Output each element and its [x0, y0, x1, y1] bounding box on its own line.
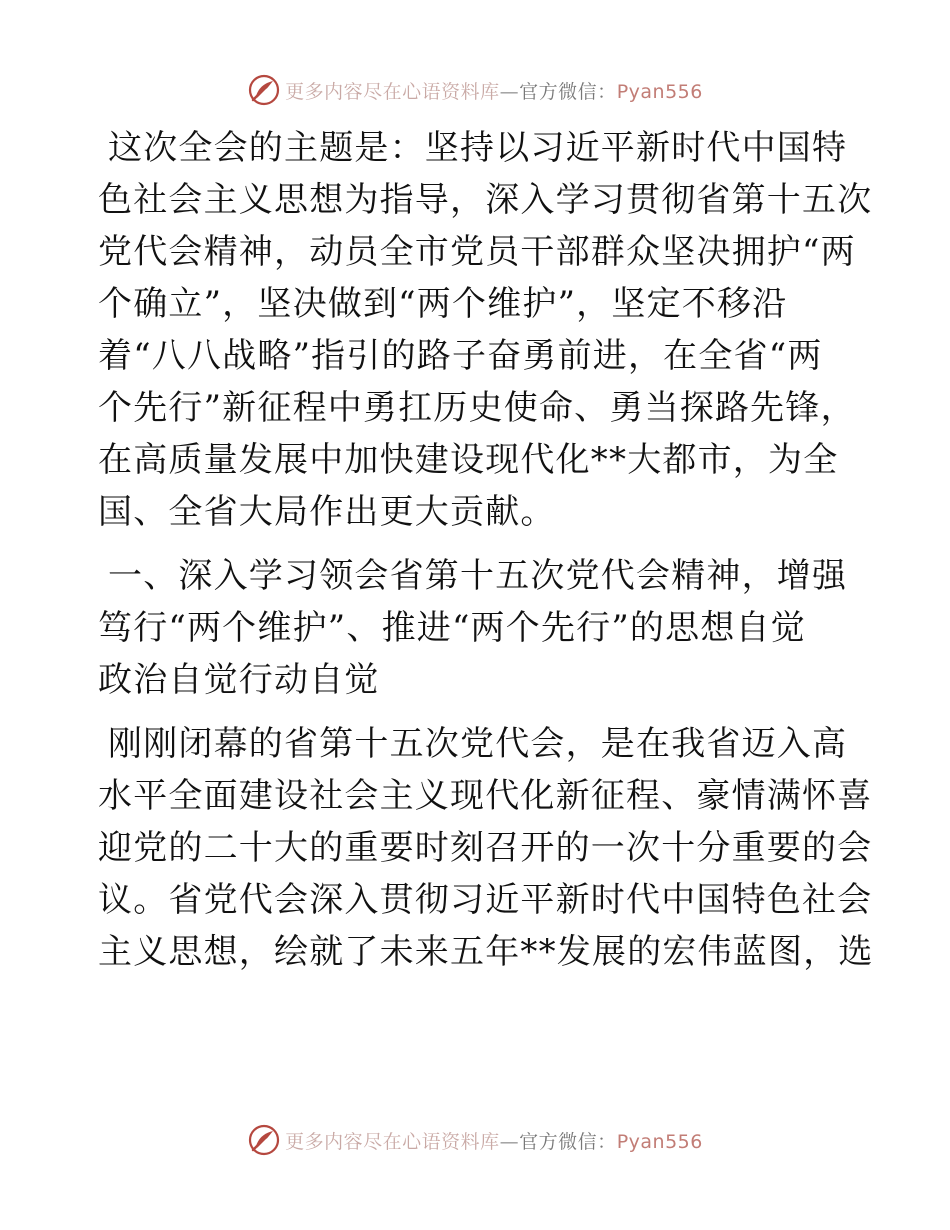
text-line: 在高质量发展中加快建设现代化**大都市，为全 — [98, 440, 839, 480]
watermark-wechat-label: 官方微信： — [519, 1130, 617, 1153]
text-line: 一、深入学习领会省第十五次党代会精神，增强 — [108, 556, 848, 596]
section-heading — [98, 550, 858, 706]
text-line: 着“八八战略”指引的路子奋勇前进，在全省“两 — [98, 336, 823, 376]
document-body — [98, 122, 874, 990]
watermark-wechat-id: Pyan556 — [616, 80, 703, 103]
watermark-text — [285, 77, 703, 104]
text-line: 个先行”新征程中勇扛历史使命、勇当探路先锋， — [98, 388, 856, 428]
text-line: 议。省党代会深入贯彻习近平新时代中国特色社会 — [98, 880, 873, 920]
paragraph-congress — [98, 718, 874, 978]
watermark-text — [285, 1127, 703, 1154]
text-line: 迎党的二十大的重要时刻召开的一次十分重要的会 — [98, 828, 873, 868]
paragraph-theme — [98, 122, 873, 538]
header-watermark — [0, 70, 950, 110]
text-line: 这次全会的主题是：坚持以习近平新时代中国特 — [108, 128, 848, 168]
text-line: 政治自觉行动自觉 — [98, 660, 380, 700]
watermark-wechat-id: Pyan556 — [616, 1130, 703, 1153]
watermark-wechat-label: 官方微信： — [519, 80, 617, 103]
text-line: 笃行“两个维护”、推进“两个先行”的思想自觉 — [98, 608, 806, 648]
footer-watermark — [0, 1120, 950, 1160]
logo-icon — [247, 73, 281, 107]
watermark-slogan: 更多内容尽在心语资料库 — [285, 80, 500, 103]
watermark-dash: — — [499, 1130, 520, 1153]
watermark-slogan: 更多内容尽在心语资料库 — [285, 1130, 500, 1153]
text-line: 国、全省大局作出更大贡献。 — [98, 492, 556, 532]
text-line: 色社会主义思想为指导，深入学习贯彻省第十五次 — [98, 180, 873, 220]
text-line: 刚刚闭幕的省第十五次党代会，是在我省迈入高 — [108, 724, 848, 764]
text-line: 主义思想，绘就了未来五年**发展的宏伟蓝图，选 — [98, 932, 874, 972]
logo-icon — [247, 1123, 281, 1157]
text-line: 个确立”，坚决做到“两个维护”，坚定不移沿 — [98, 284, 788, 324]
text-line: 党代会精神，动员全市党员干部群众坚决拥护“两 — [98, 232, 856, 272]
text-line: 水平全面建设社会主义现代化新征程、豪情满怀喜 — [98, 776, 873, 816]
watermark-dash: — — [499, 80, 520, 103]
